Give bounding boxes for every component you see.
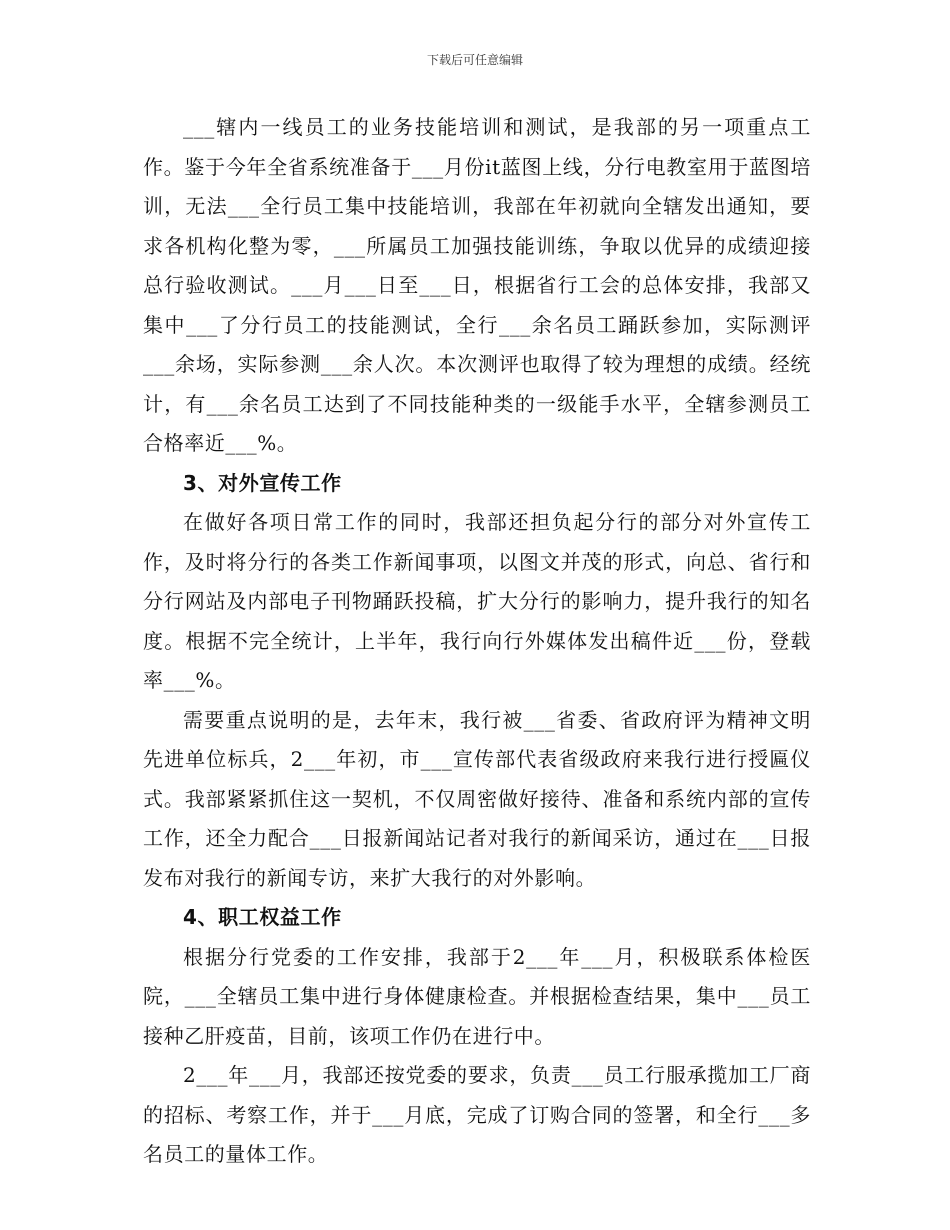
paragraph-civilization-award: 需要重点说明的是，去年末，我行被___省委、省政府评为精神文明先进单位标兵，2___年初，市___宣传部代表省级政府来我行进行授匾仪式。我部紧紧抓住这一契机，不仅周密做好接待、准备和系统内部的宣传工作，还全力配合___日报新闻站记者对我行的新闻采访，通过在___日报发布对我行的新闻专访，来扩大我行的对外影响。 bbox=[143, 707, 811, 890]
page-header-note: 下载后可任意编辑 bbox=[426, 53, 523, 67]
paragraph-uniform-procurement: 2___年___月，我部还按党委的要求，负责___员工行服承揽加工厂商的招标、考察工作，并于___月底，完成了订购合同的签署，和全行___多名员工的量体工作。 bbox=[143, 1063, 811, 1166]
section-heading-employee-rights: 4、职工权益工作 bbox=[183, 905, 342, 929]
document-body bbox=[143, 108, 811, 1175]
paragraph-health-check: 根据分行党委的工作安排，我部于2___年___月，积极联系体检医院，___全辖员工集中进行身体健康检查。并根据检查结果，集中___员工接种乙肝疫苗，目前，该项工作仍在进行中。 bbox=[143, 944, 811, 1048]
section-heading-publicity: 3、对外宣传工作 bbox=[183, 470, 342, 495]
paragraph-publicity: 在做好各项日常工作的同时，我部还担负起分行的部分对外宣传工作，及时将分行的各类工作新闻事项，以图文并茂的形式，向总、省行和分行网站及内部电子刊物踊跃投稿，扩大分行的影响力，提升我行的知名度。根据不完全统计，上半年，我行向行外媒体发出稿件近___份，登载率___%。 bbox=[143, 510, 811, 692]
paragraph-skills-training: ___辖内一线员工的业务技能培训和测试，是我部的另一项重点工作。鉴于今年全省系统准备于___月份it蓝图上线，分行电教室用于蓝图培训，无法___全行员工集中技能培训，我部在年初就向全辖发出通知，要求各机构化整为零，___所属员工加强技能训练，争取以优异的成绩迎接总行验收测试。___月___日至___日，根据省行工会的总体安排，我部又集中___了分行员工的技能测试，全行___余名员工踊跃参加，实际测评___余场，实际参测___余人次。本次测评也取得了较为理想的成绩。经统计，有___余名员工达到了不同技能种类的一级能手水平，全辖参测员工合格率近___%。 bbox=[143, 115, 811, 455]
